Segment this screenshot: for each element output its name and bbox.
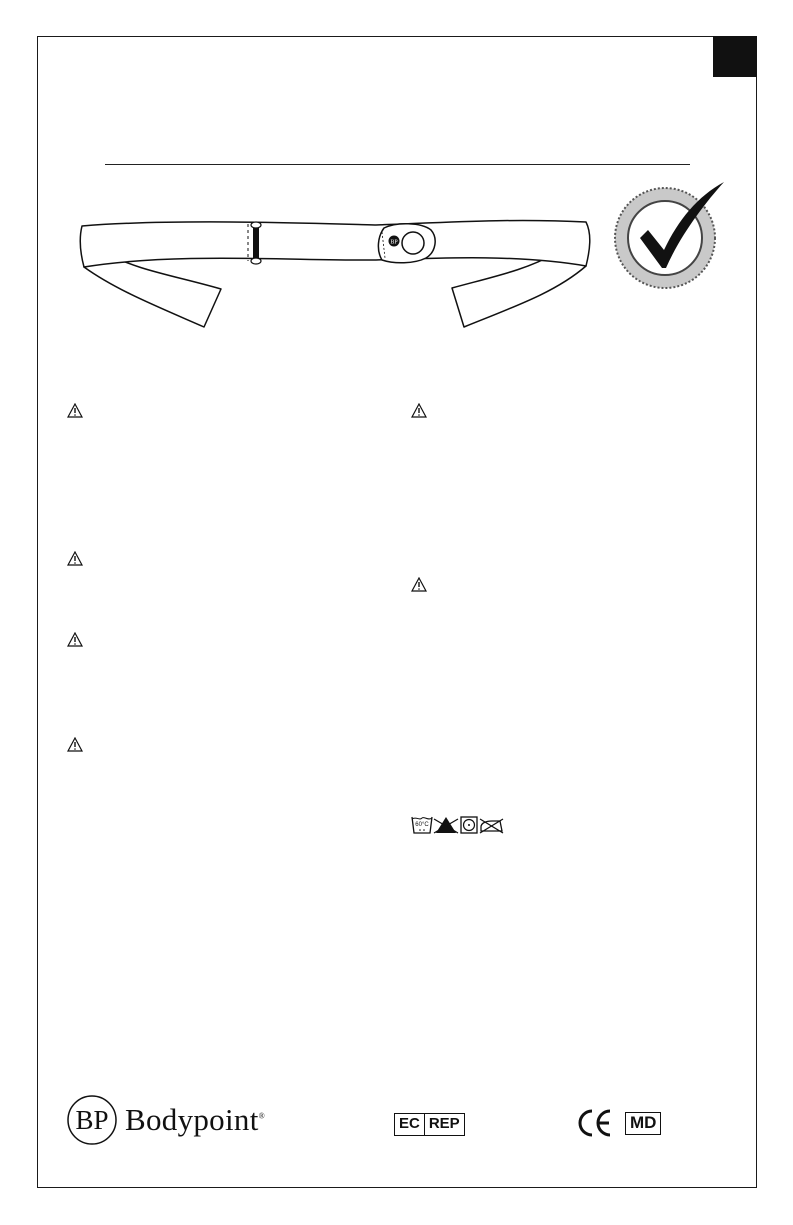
- warning-triangle-icon: [67, 403, 83, 418]
- warning-triangle-icon: [411, 577, 427, 592]
- buckle-logo-text: BP: [390, 239, 398, 246]
- warning-triangle-icon: [67, 551, 83, 566]
- md-label: MD: [625, 1112, 661, 1135]
- svg-text:BP: BP: [75, 1105, 109, 1135]
- tumble-dry-icon: [461, 817, 477, 833]
- no-iron-icon: [480, 819, 503, 833]
- registered-mark: ®: [258, 1111, 265, 1121]
- rep-label: REP: [428, 1115, 460, 1132]
- no-bleach-icon: [434, 817, 458, 833]
- svg-text:60°C: 60°C: [415, 822, 429, 828]
- ec-label: EC: [395, 1114, 425, 1135]
- warning-triangle-icon: [67, 632, 83, 647]
- checkmark-seal-icon: [612, 178, 727, 293]
- bodypoint-logo: [66, 1094, 265, 1146]
- warning-triangle-icon: [411, 403, 427, 418]
- language-tab-marker: [713, 36, 757, 77]
- belt-illustration: [76, 210, 596, 335]
- ec-rep-symbol: [394, 1113, 465, 1136]
- bodypoint-monogram-icon: [66, 1094, 118, 1146]
- wash-60c-icon: [412, 817, 432, 833]
- title-rule: [105, 164, 690, 165]
- brand-name: Bodypoint®: [125, 1102, 265, 1137]
- ce-mark-icon: [576, 1108, 614, 1138]
- care-symbols: [410, 813, 506, 837]
- warning-triangle-icon: [67, 737, 83, 752]
